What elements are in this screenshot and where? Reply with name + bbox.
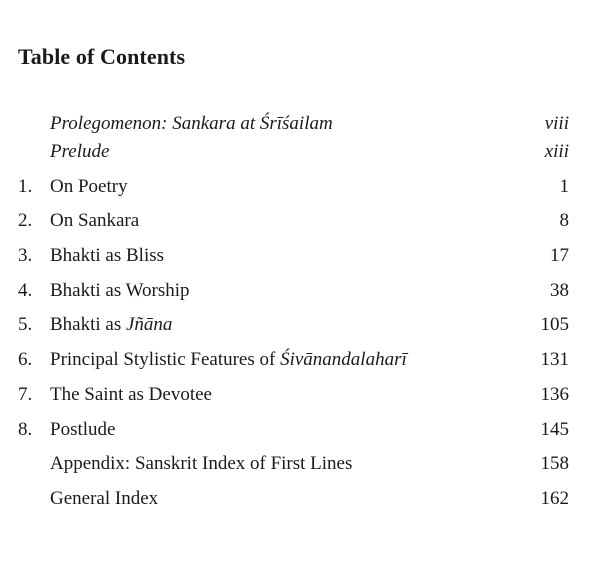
entry-page-number: 1 [559, 176, 569, 197]
entry-title-italic: Śivānandalaharī [280, 349, 407, 370]
toc-entry-chapter-4 [0, 278, 600, 304]
entry-title-italic: Jñāna [126, 314, 173, 335]
entry-number: 3. [18, 245, 33, 266]
toc-entry-prelude [0, 139, 600, 165]
toc-entry-chapter-3 [0, 243, 600, 269]
entry-title-text: Bhakti as [50, 314, 126, 335]
entry-number: 4. [18, 280, 33, 301]
entry-title: On Poetry [50, 176, 128, 197]
toc-entry-general-index [0, 486, 600, 512]
entry-page-number: 145 [540, 419, 569, 440]
entry-title: Bhakti as Bliss [50, 245, 165, 266]
entry-page-number: 17 [550, 245, 569, 266]
entry-title: Postlude [50, 419, 116, 440]
entry-title: On Sankara [50, 210, 140, 231]
entry-page-number: viii [544, 113, 569, 134]
entry-number: 6. [18, 349, 33, 370]
toc-entry-chapter-1 [0, 174, 600, 200]
entry-title: Prolegomenon: Sankara at Śrīśailam [50, 113, 333, 134]
entry-number: 8. [18, 419, 33, 440]
entry-title: Appendix: Sanskrit Index of First Lines [50, 453, 353, 474]
entry-title [50, 312, 172, 338]
entry-page-number: 105 [540, 314, 569, 335]
entry-number: 1. [18, 176, 33, 197]
toc-entry-prolegomenon [0, 111, 600, 137]
entry-number: 5. [18, 314, 33, 335]
entry-title [50, 347, 407, 373]
entry-title: Bhakti as Worship [50, 280, 190, 301]
entry-number: 7. [18, 384, 33, 405]
entry-page-number: 8 [559, 210, 569, 231]
entry-page-number: 131 [540, 349, 569, 370]
toc-entry-appendix [0, 451, 600, 477]
entry-title: General Index [50, 488, 159, 509]
entry-title: Prelude [50, 141, 110, 162]
toc-entry-chapter-6 [0, 347, 600, 373]
entry-title-text: Principal Stylistic Features of [50, 349, 281, 370]
entry-page-number: 162 [540, 488, 569, 509]
entry-page-number: xiii [544, 141, 569, 162]
toc-entry-chapter-5 [0, 312, 600, 338]
toc-heading: Table of Contents [18, 44, 186, 69]
toc-entry-chapter-8 [0, 417, 600, 443]
toc-entry-chapter-7 [0, 382, 600, 408]
toc-entry-chapter-2 [0, 208, 600, 234]
entry-number: 2. [18, 210, 33, 231]
entry-page-number: 158 [540, 453, 569, 474]
entry-page-number: 136 [540, 384, 569, 405]
entry-page-number: 38 [550, 280, 569, 301]
entry-title: The Saint as Devotee [50, 384, 212, 405]
